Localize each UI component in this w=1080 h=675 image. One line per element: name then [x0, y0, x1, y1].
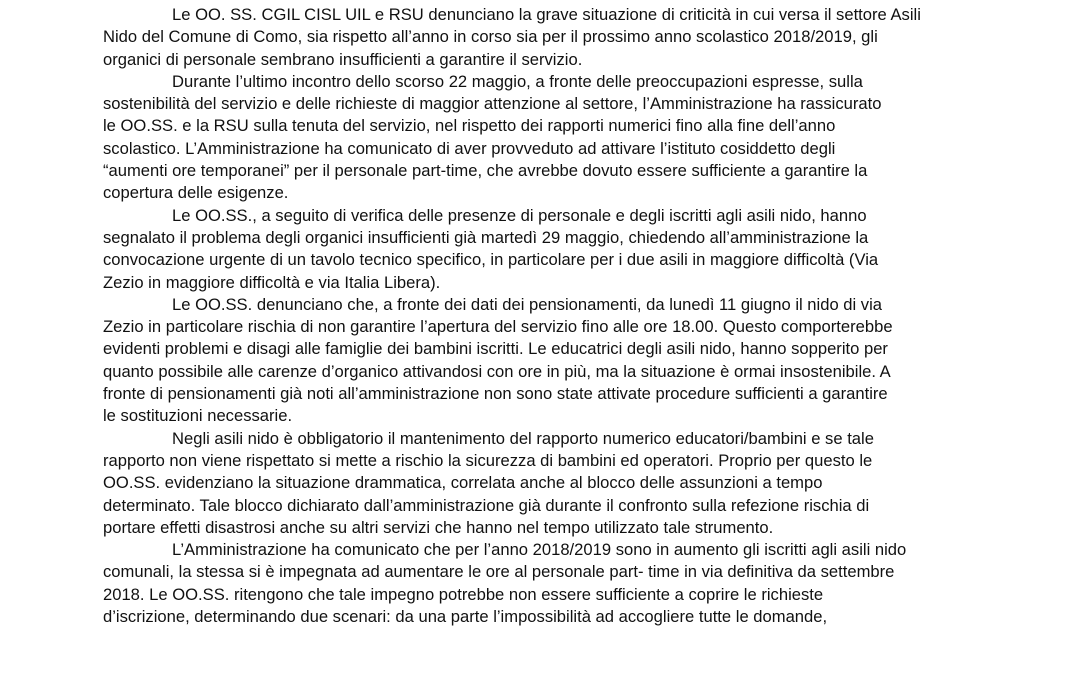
paragraph-retirements [103, 294, 979, 428]
text-line: copertura delle esigenze. [103, 183, 289, 203]
text-line: sostenibilità del servizio e delle richieste di maggior attenzione al settore, l’Amministrazione ha rassicurato [103, 94, 882, 114]
document-page [103, 0, 979, 675]
text-line: organici di personale sembrano insufficienti a garantire il servizio. [103, 49, 583, 69]
text-line: Zezio in particolare rischia di non garantire l’apertura del servizio fino alle ore 18.00. Questo comporterebbe [103, 317, 893, 337]
text-line: L’Amministrazione ha comunicato che per l’anno 2018/2019 sono in aumento gli iscritti agli asili nido [172, 540, 907, 560]
text-line: Durante l’ultimo incontro dello scorso 22 maggio, a fronte delle preoccupazioni espresse, sulla [172, 71, 863, 91]
text-line: fronte di pensionamenti già noti all’amministrazione non sono state attivate procedure sufficienti a garantire [103, 384, 888, 404]
text-line: portare effetti disastrosi anche su altri servizi che hanno nel tempo utilizzato tale strumento. [103, 517, 774, 537]
text-line: scolastico. L’Amministrazione ha comunicato di aver provveduto ad attivare l’istituto cosiddetto degli [103, 138, 836, 158]
paragraph-enrollment [103, 539, 979, 628]
text-line: Le OO. SS. CGIL CISL UIL e RSU denunciano la grave situazione di criticità in cui versa il settore Asili [172, 5, 921, 24]
text-line: convocazione urgente di un tavolo tecnico specifico, in particolare per i due asili in maggiore difficoltà (Via [103, 250, 879, 270]
text-line: Negli asili nido è obbligatorio il mantenimento del rapporto numerico educatori/bambini e se tale [172, 428, 874, 448]
paragraph-verification [103, 205, 979, 294]
text-line: comunali, la stessa si è impegnata ad aumentare le ore al personale part- time in via definitiva da settembre [103, 562, 895, 582]
text-line: quanto possibile alle carenze d’organico attivandosi con ore in più, ma la situazione è ormai insostenibile. A [103, 361, 891, 381]
paragraph-ratio [103, 428, 979, 539]
text-line: segnalato il problema degli organici insufficienti già martedì 29 maggio, chiedendo all’amministrazione la [103, 227, 869, 247]
text-line: rapporto non viene rispettato si mette a rischio la sicurezza di bambini ed operatori. Proprio per questo le [103, 450, 873, 470]
text-line: le OO.SS. e la RSU sulla tenuta del servizio, nel rispetto dei rapporti numerici fino alla fine dell’anno [103, 116, 836, 136]
text-line: evidenti problemi e disagi alle famiglie dei bambini iscritti. Le educatrici degli asili nido, hanno sopperito per [103, 339, 888, 359]
paragraph-meeting [103, 71, 979, 205]
text-line: determinato. Tale blocco dichiarato dall’amministrazione già durante il confronto sulla refezione rischia di [103, 495, 870, 515]
text-line: OO.SS. evidenziano la situazione drammatica, correlata anche al blocco delle assunzioni a tempo [103, 473, 823, 493]
text-line: “aumenti ore temporanei” per il personale part-time, che avrebbe dovuto essere sufficiente a garantire la [103, 161, 868, 181]
text-line: Le OO.SS., a seguito di verifica delle presenze di personale e degli iscritti agli asili nido, hanno [172, 205, 867, 225]
text-line: 2018. Le OO.SS. ritengono che tale impegno potrebbe non essere sufficiente a coprire le richieste [103, 584, 824, 604]
text-line: le sostituzioni necessarie. [103, 406, 293, 426]
paragraph-intro [103, 4, 979, 71]
text-line: Zezio in maggiore difficoltà e via Italia Libera). [103, 272, 441, 292]
text-line: d’iscrizione, determinando due scenari: da una parte l’impossibilità ad accogliere tutte le domande, [103, 607, 828, 627]
text-line: Nido del Comune di Como, sia rispetto all’anno in corso sia per il prossimo anno scolastico 2018/2019, gli [103, 27, 878, 47]
text-line: Le OO.SS. denunciano che, a fronte dei dati dei pensionamenti, da lunedì 11 giugno il nido di via [172, 294, 883, 314]
